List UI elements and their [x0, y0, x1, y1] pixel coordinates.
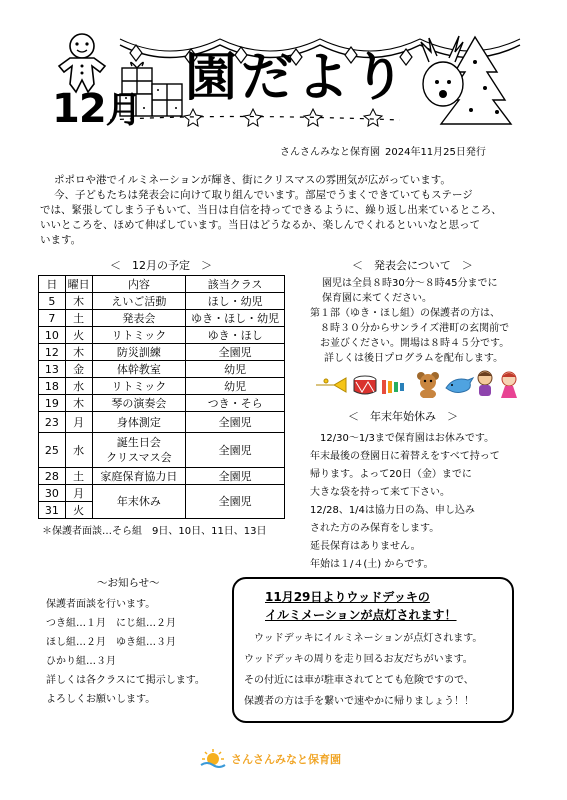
dolphin-icon — [444, 374, 474, 396]
notice-line: 保護者面談を行います。 — [46, 599, 156, 610]
table-header-row — [39, 276, 285, 293]
event-cell: リトミック — [92, 378, 186, 395]
class-cell: ほし・幼児 — [186, 293, 285, 310]
reindeer-christmas-tree-icon — [415, 32, 525, 127]
class-cell: 幼児 — [186, 361, 285, 378]
column-header: 曜日 — [65, 276, 92, 293]
teddy-bear-icon — [414, 370, 442, 398]
recital-section — [310, 276, 509, 366]
intro-line: ポポロや港でイルミネーションが輝き、街にクリスマスの雰囲気が広がっています。 — [54, 174, 451, 186]
month-label — [52, 82, 141, 133]
intro-line: います。 — [40, 234, 82, 246]
notice-line: ひかり組…３月 — [46, 656, 116, 667]
recital-line: 第１部（ゆき・ほし組）の保護者の方は、 — [310, 308, 500, 319]
day-cell: 23 — [39, 412, 66, 433]
event-cell: 琴の演奏会 — [92, 395, 186, 412]
xylophone-icon — [380, 376, 410, 396]
class-cell: 全園児 — [186, 344, 285, 361]
event-cell: 発表会 — [92, 310, 186, 327]
footer-logo-text: さんさんみなと保育園 — [231, 753, 341, 766]
trumpet-icon — [314, 375, 350, 395]
table-row — [39, 310, 285, 327]
intro-paragraph — [40, 173, 502, 248]
class-cell: 全園児 — [186, 433, 285, 468]
holiday-line: された方のみ保育をします。 — [310, 523, 440, 534]
table-row — [39, 344, 285, 361]
event-cell: 年末休み — [92, 485, 186, 519]
holiday-section — [310, 430, 500, 574]
event-cell: 体幹教室 — [92, 361, 186, 378]
class-cell: 幼児 — [186, 378, 285, 395]
column-header: 日 — [39, 276, 66, 293]
weekday-cell: 土 — [65, 468, 92, 485]
illumination-line: その付近には車が駐車されてとても危険ですので、 — [244, 675, 474, 686]
child-icon — [474, 370, 496, 398]
weekday-cell: 月 — [65, 412, 92, 433]
holiday-heading: ＜ 年末年始休み ＞ — [348, 410, 458, 423]
newsletter-title: 園だより — [185, 48, 410, 108]
event-cell: 身体測定 — [92, 412, 186, 433]
day-cell: 18 — [39, 378, 66, 395]
holiday-line: 12/28、1/4は協力日の為、申し込み — [310, 505, 475, 516]
illumination-heading — [265, 588, 457, 624]
schedule-table — [38, 275, 285, 519]
day-cell: 13 — [39, 361, 66, 378]
day-cell: 30 — [39, 485, 66, 502]
column-header: 内容 — [92, 276, 186, 293]
recital-line: ８時３０分からサンライズ港町の玄関前で — [320, 323, 510, 334]
holiday-line: 年末最後の登園日に着替えをすべて持って — [310, 451, 500, 462]
holiday-line: 大きな袋を持って来て下さい。 — [310, 487, 450, 498]
day-cell: 19 — [39, 395, 66, 412]
event-cell: えいご活動 — [92, 293, 186, 310]
day-cell: 31 — [39, 502, 66, 519]
class-cell: ゆき・ほし・幼児 — [186, 310, 285, 327]
event-cell: 防災訓練 — [92, 344, 186, 361]
event-cell: リトミック — [92, 327, 186, 344]
weekday-cell: 水 — [65, 433, 92, 468]
weekday-cell: 土 — [65, 310, 92, 327]
issuer-name: さんさんみなと保育園 — [280, 147, 380, 158]
holiday-line: 年始は１/４(土) からです。 — [310, 559, 434, 570]
illumination-line: ウッドデッキにイルミネーションが点灯されます。 — [254, 633, 483, 644]
event-cell — [92, 433, 186, 468]
event-cell: 家庭保育協力日 — [92, 468, 186, 485]
notice-heading: ～お知らせ～ — [97, 577, 160, 589]
illumination-body — [244, 628, 482, 712]
intro-line: では、緊張してしまう子もいて、当日は自信を持ってできるように、繰り返し出来ているところ、 — [40, 204, 502, 216]
illumination-heading-line: イルミメーションが点灯されます！ — [265, 608, 457, 622]
illumination-line: ウッドデッキの周りを走り回るお友だちがいます。 — [244, 654, 473, 665]
table-row — [39, 412, 285, 433]
month-number: 12 — [52, 86, 106, 132]
illumination-line: 保護者の方は手を繋いで速やかに帰りましょう！！ — [244, 696, 474, 707]
logo-mark-icon — [199, 749, 227, 769]
notice-line: よろしくお願いします。 — [46, 694, 156, 705]
holiday-line: 12/30～1/3まで保育園はお休みです。 — [320, 433, 495, 444]
table-row — [39, 293, 285, 310]
table-row — [39, 485, 285, 502]
recital-line: 園児は全員８時30分～８時45分までに — [322, 278, 498, 289]
table-row — [39, 468, 285, 485]
table-row — [39, 378, 285, 395]
illumination-heading-line: 11月29日よりウッドデッキの — [265, 590, 430, 604]
recital-line: お並びください。開場は８時４５分です。 — [320, 338, 510, 349]
month-unit: 月 — [105, 90, 141, 131]
weekday-cell: 火 — [65, 327, 92, 344]
table-row — [39, 433, 285, 468]
weekday-cell: 木 — [65, 293, 92, 310]
issue-date: 2024年11月25日発行 — [385, 147, 486, 158]
event-line: クリスマス会 — [106, 451, 172, 464]
weekday-cell: 木 — [65, 395, 92, 412]
schedule-heading: ＜ 12月の予定 ＞ — [110, 259, 212, 272]
notice-section — [46, 595, 205, 709]
day-cell: 28 — [39, 468, 66, 485]
class-cell: 全園児 — [186, 468, 285, 485]
holiday-line: 帰ります。よって20日（金）までに — [310, 469, 472, 480]
weekday-cell: 水 — [65, 378, 92, 395]
holiday-line: 延長保育はありません。 — [310, 541, 421, 552]
table-row — [39, 395, 285, 412]
recital-line: 詳しくは後日プログラムを配布します。 — [324, 353, 504, 364]
weekday-cell: 金 — [65, 361, 92, 378]
recital-heading: ＜ 発表会について ＞ — [352, 259, 473, 272]
schedule-note: ＊保護者面談…そら組 9日、10日、11日、13日 — [42, 526, 267, 537]
day-cell: 25 — [39, 433, 66, 468]
drum-icon — [352, 373, 378, 397]
day-cell: 7 — [39, 310, 66, 327]
notice-line: つき組…１月 にじ組…２月 — [46, 618, 176, 629]
notice-line: 詳しくは各クラスにて掲示します。 — [46, 675, 205, 686]
day-cell: 10 — [39, 327, 66, 344]
event-line: 誕生日会 — [116, 436, 161, 449]
class-cell: つき・そら — [186, 395, 285, 412]
notice-line: ほし組…２月 ゆき組…３月 — [46, 637, 176, 648]
table-row — [39, 327, 285, 344]
weekday-cell: 木 — [65, 344, 92, 361]
day-cell: 5 — [39, 293, 66, 310]
weekday-cell: 火 — [65, 502, 92, 519]
class-cell: ゆき・ほし — [186, 327, 285, 344]
intro-line: 今、子どもたちは発表会に向けて取り組んでいます。部屋でうまくできていてもステージ — [54, 189, 473, 201]
weekday-cell: 月 — [65, 485, 92, 502]
column-header: 該当クラス — [186, 276, 285, 293]
class-cell: 全園児 — [186, 412, 285, 433]
intro-line: いいところを、ほめて伸ばしています。当日はどうなるか、楽しんでくれるといいなと思って — [40, 219, 481, 231]
table-row — [39, 361, 285, 378]
class-cell: 全園児 — [186, 485, 285, 519]
recital-line: 保育園に来てください。 — [322, 293, 432, 304]
doll-icon — [497, 370, 521, 398]
day-cell: 12 — [39, 344, 66, 361]
